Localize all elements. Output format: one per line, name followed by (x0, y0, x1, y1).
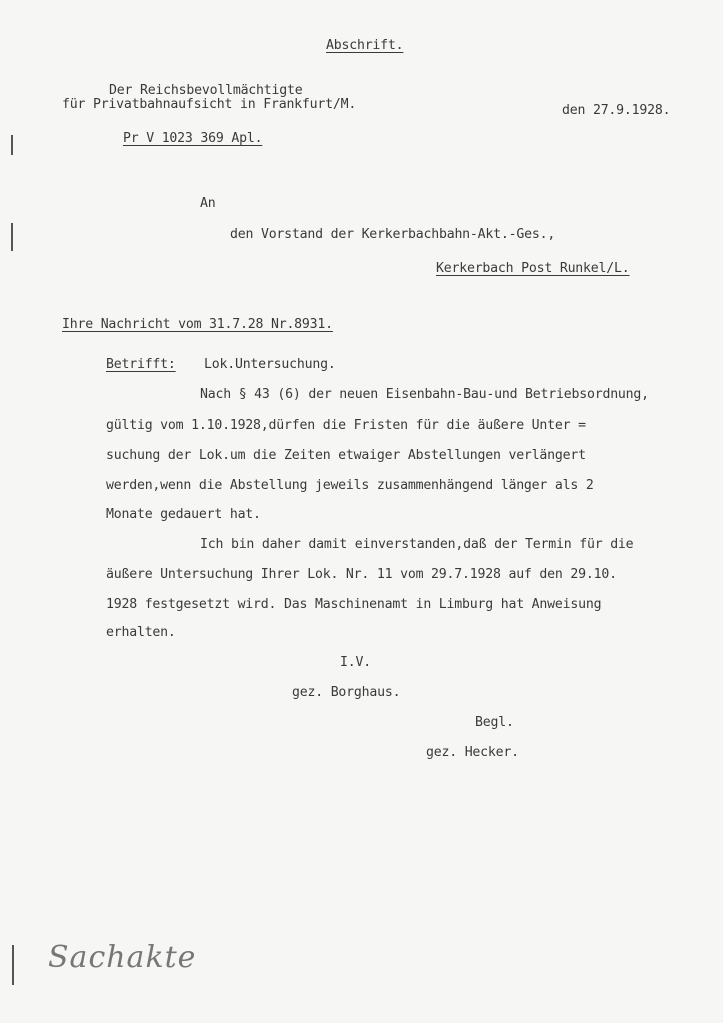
margin-mark (12, 945, 14, 985)
margin-mark (11, 135, 13, 155)
document-heading: Abschrift. (326, 38, 404, 53)
handwritten-note: Sachakte (48, 940, 197, 975)
signature-borghaus: gez. Borghaus. (292, 685, 401, 700)
reference-number: Pr V 1023 369 Apl. (123, 131, 263, 146)
recipient-line-2: Kerkerbach Post Runkel/L. (436, 261, 630, 276)
body-line: äußere Untersuchung Ihrer Lok. Nr. 11 vom 29.7.1928 auf den 29.10. (106, 567, 617, 582)
sender-line-1: Der Reichsbevollmächtigte (109, 83, 303, 98)
signature-hecker: gez. Hecker. (426, 745, 519, 760)
letter-date: den 27.9.1928. (562, 103, 671, 118)
your-message-reference: Ihre Nachricht vom 31.7.28 Nr.8931. (62, 317, 333, 332)
body-line: Ich bin daher damit einverstanden,daß der Termin für die (200, 537, 634, 552)
certified-label: Begl. (475, 715, 514, 730)
body-line: gültig vom 1.10.1928,dürfen die Fristen für die äußere Unter = (106, 418, 586, 433)
recipient-line-1: den Vorstand der Kerkerbachbahn-Akt.-Ges., (230, 227, 556, 242)
body-line: Nach § 43 (6) der neuen Eisenbahn-Bau-und Betriebsordnung, (200, 387, 649, 402)
margin-mark (11, 223, 13, 251)
body-line: 1928 festgesetzt wird. Das Maschinenamt in Limburg hat Anweisung (106, 597, 602, 612)
subject-text: Lok.Untersuchung. (204, 357, 336, 372)
sender-line-2: für Privatbahnaufsicht in Frankfurt/M. (62, 97, 357, 112)
body-line: Monate gedauert hat. (106, 507, 261, 522)
body-line: erhalten. (106, 625, 176, 640)
body-line: werden,wenn die Abstellung jeweils zusammenhängend länger als 2 (106, 478, 594, 493)
addressee-to: An (200, 196, 216, 211)
body-line: suchung der Lok.um die Zeiten etwaiger Abstellungen verlängert (106, 448, 586, 463)
subject-label: Betrifft: (106, 357, 176, 372)
iv-signature-label: I.V. (340, 655, 371, 670)
